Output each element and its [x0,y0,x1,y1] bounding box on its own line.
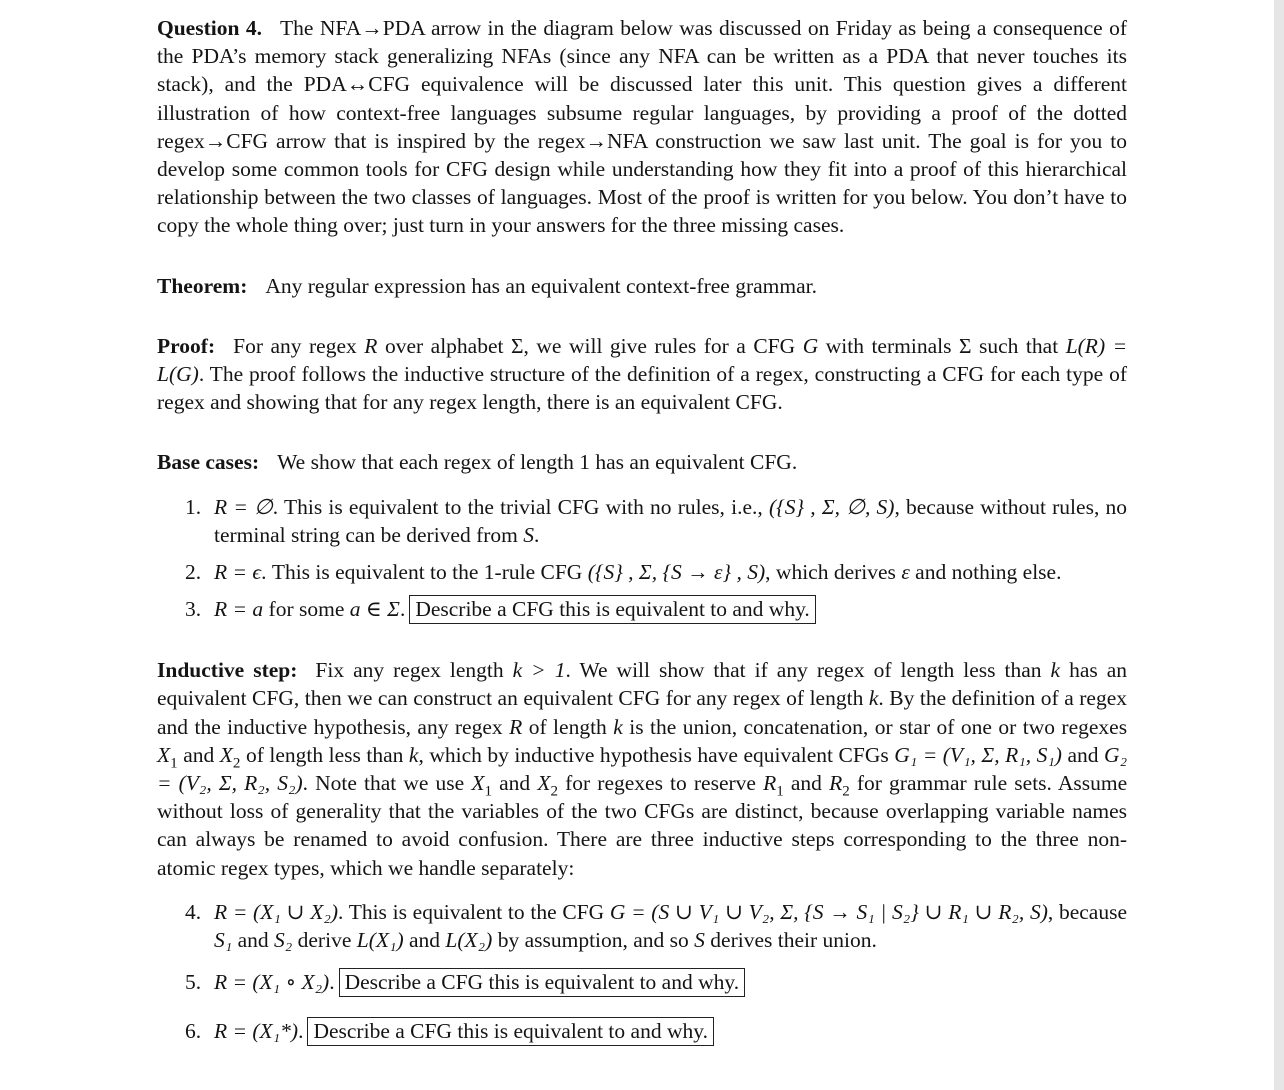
math-expression: R = (X₁*) [214,1019,299,1044]
item-number: 5. [185,970,202,995]
paragraph-text: Fix any regex length [315,658,504,683]
math-expression: G₂ = (V₂, Σ, R₂, S₂) [157,742,1128,796]
math-var [537,771,558,800]
math-symbol: Σ [511,333,524,358]
base-cases-text: We show that each regex of length 1 has an equivalent CFG. [277,450,798,475]
item-text: . This is equivalent to the trivial CFG with no rules, i.e., [272,494,763,519]
page-edge [1274,0,1284,1090]
paragraph-text: , which by inductive hypothesis have equivalent CFGs [418,742,889,767]
math-var-letter: R [763,771,777,796]
item-text: , because [1047,899,1127,924]
math-expression: ({S} , Σ, ∅, S) [768,494,895,519]
math-expression: k > 1 [512,658,566,683]
item-text: . [329,970,335,995]
math-subscript: 1 [170,755,178,772]
math-expression: ({S} , Σ, {S → ε} , S) [587,560,766,585]
inductive-step-label: Inductive step: [157,658,298,683]
math-symbol: ε [901,560,910,585]
math-var [157,742,178,772]
math-expression: R = (X₁ ∪ X₂) [214,899,339,924]
math-expression: G₁ = (V₁, Σ, R₁, S₁) [894,742,1062,767]
math-var: S₁ [214,928,233,953]
math-var: G [802,333,819,358]
item-text: , which derives [765,560,896,585]
math-subscript: 2 [842,783,850,800]
math-expression: R = ∅ [214,494,273,519]
math-var: S [694,928,705,953]
math-var: S [523,522,535,547]
paragraph-text: for regexes to reserve [565,771,756,796]
paragraph-text: . Note that we use [302,771,465,796]
math-var-letter: R [829,771,843,796]
math-var: k [408,742,419,767]
paragraph-text: has an equivalent CFG, then we can construct an equivalent CFG for any regex of length [157,658,1128,711]
proof-text: with terminals [825,333,952,358]
list-item [157,968,1127,997]
answer-box[interactable]: Describe a CFG this is equivalent to and why. [409,595,816,624]
proof-text: , we will give rules for a CFG [523,333,796,358]
item-number: 4. [185,899,202,924]
paragraph-text: for grammar rule sets. Assume without loss of generality that the variables of the two CFGs are distinct, because overlapping variable names can always be renamed to avoid confusion. There are three inductive steps corresponding to the three non-atomic regex types, which we handle separately: [157,771,1128,880]
list-item [157,493,1127,549]
list-item [157,558,1127,586]
item-text: and [237,928,269,953]
proof-label: Proof: [157,333,216,358]
document-content [157,14,1127,1056]
math-var: R [364,333,378,358]
item-text: . [534,522,540,547]
item-text: derive [297,928,352,953]
math-symbol: Σ [958,333,972,358]
item-text: and [409,928,441,953]
math-var-letter: X [157,742,171,767]
paragraph-text: and [790,771,822,796]
math-var-letter: X [537,771,551,796]
item-number: 2. [185,560,202,585]
base-cases-paragraph [157,448,1127,476]
math-var-letter: X [219,742,233,767]
item-text: . [399,597,406,622]
theorem-text: Any regular expression has an equivalent context-free grammar. [265,273,817,298]
list-item [157,1017,1127,1046]
item-text: . This is equivalent to the 1-rule CFG [261,560,583,585]
math-subscript: 2 [550,783,558,800]
math-var: S₂ [274,928,293,953]
math-expression: L(X₂) [445,928,493,953]
math-var [219,742,241,772]
math-subscript: 1 [776,783,784,800]
math-expression: G = (S ∪ V₁ ∪ V₂, Σ, {S → S₁ | S₂} ∪ R₁ ∪ R₂, S) [609,899,1048,924]
math-var: k [613,714,623,739]
paragraph-text: of length less than [245,742,404,767]
math-expression: a ∈ Σ [349,597,400,622]
math-expression: R = ϵ [214,560,262,585]
question-label: Question 4. [157,16,262,40]
theorem-label: Theorem: [157,273,248,298]
item-text: , because without rules, no terminal string can be derived from [214,494,1128,547]
item-text: and nothing else. [915,560,1062,585]
answer-box[interactable]: Describe a CFG this is equivalent to and why. [307,1017,714,1046]
item-text: derives their union. [710,928,877,953]
math-var-letter: X [471,771,485,796]
list-item [157,898,1127,954]
question-paragraph [157,14,1127,240]
math-var: k [1050,658,1061,683]
paragraph-text: and [499,771,531,796]
paragraph-text: . We will show that if any regex of length less than [565,658,1042,683]
math-expression: L(R) = L(G) [157,333,1128,387]
math-expression: R = a [214,597,264,622]
proof-paragraph [157,332,1127,417]
theorem-paragraph [157,272,1127,300]
item-number: 1. [185,494,202,519]
paragraph-text: of length [528,714,607,739]
proof-text: over alphabet [384,333,504,358]
inductive-step-paragraph [157,656,1127,882]
paragraph-text: is the union, concatenation, or star of one or two regexes [629,714,1128,739]
base-cases-label: Base cases: [157,450,260,475]
math-subscript: 2 [232,755,241,772]
proof-text: For any regex [233,333,357,358]
math-var [763,771,784,800]
proof-text: such that [979,333,1059,358]
item-text: by assumption, and so [497,928,689,953]
paragraph-text: and [1067,742,1099,767]
answer-box[interactable]: Describe a CFG this is equivalent to and why. [339,968,746,997]
paragraph-text: and [183,742,215,767]
inductive-cases-list [157,898,1127,1046]
item-text: . [298,1019,304,1044]
item-number: 3. [185,597,202,622]
item-text: . This is equivalent to the CFG [338,899,605,924]
math-var [829,771,850,800]
base-cases-list [157,493,1127,625]
math-var [471,771,493,800]
proof-text: . The proof follows the inductive structure of the definition of a regex, constructing a CFG for each type of regex and showing that for any regex length, there is an equivalent CFG. [157,362,1127,415]
item-number: 6. [185,1019,202,1044]
math-var: R [509,714,523,739]
item-text: for some [268,597,345,622]
list-item [157,595,1127,624]
math-expression: R = (X₁ ∘ X₂) [214,970,330,995]
paragraph-text: . By the definition of a regex and the inductive hypothesis, any regex [157,686,1127,739]
math-var: k [868,686,879,711]
question-text: The NFA→PDA arrow in the diagram below was discussed on Friday as being a consequence of the PDA’s memory stack generalizing NFAs (since any NFA can be written as a PDA that never touches its stack), and the PDA↔CFG equivalence will be discussed later this unit. This question gives a different illustration of how context-free languages subsume regular languages, by providing a proof of the dotted regex→CFG arrow that is inspired by the regex→NFA construction we saw last unit. The goal is for you to develop some common tools for CFG design while understanding how they fit into a proof of this hierarchical relationship between the two classes of languages. Most of the proof is written for you below. You don’t have to copy the whole thing over; just turn in your answers for the three missing cases. [157,16,1127,238]
math-subscript: 1 [484,783,493,800]
math-expression: L(X₁) [356,928,404,953]
